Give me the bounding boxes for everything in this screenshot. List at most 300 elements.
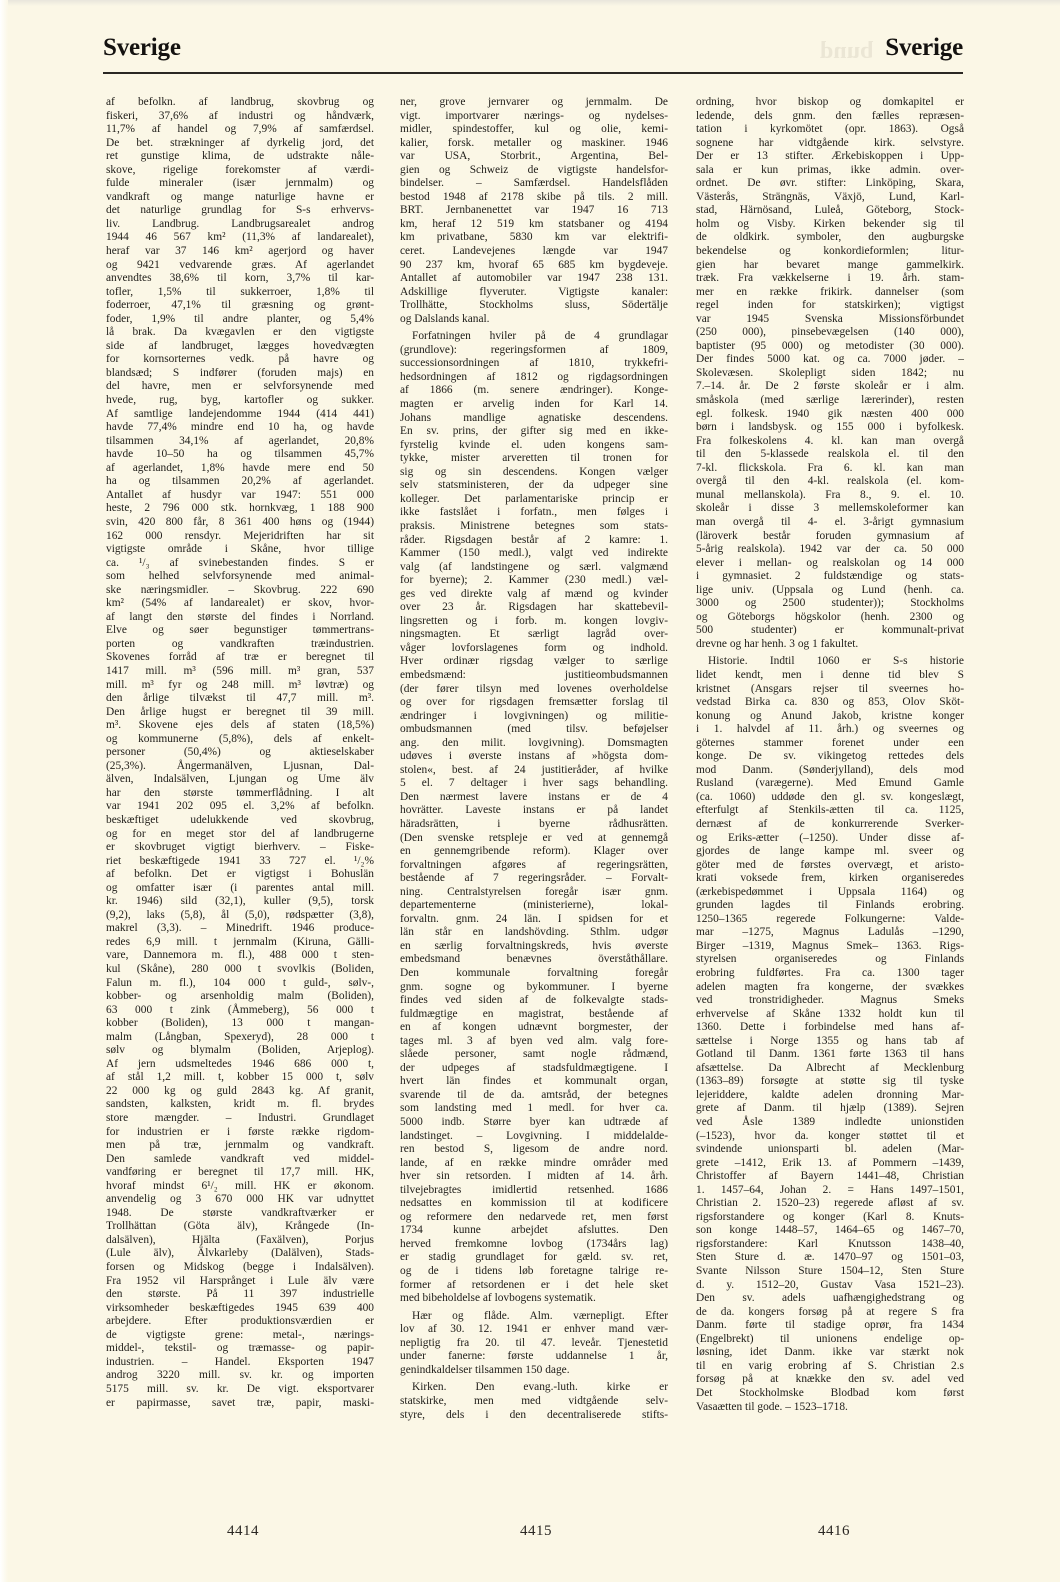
text-line: forsen og Midskog (begge i Indalsälven). [106,1261,374,1274]
text-line: Fra folkeskolens 4. kl. kan man overgå [696,434,964,447]
text-line: grunden lagdes til Finlands erobring. [696,899,964,912]
text-line: den største. På 11 397 industrielle [106,1288,374,1301]
text-line: og Eriks-ætter (–1250). Under disse af- [696,831,964,844]
text-line: androg 3220 mill. sv. kr. og importen [106,1369,374,1382]
text-line: (–1523), hvor da. konger støttet til et [696,1129,964,1142]
text-line: d. y. 1512–20, Gustav Vasa 1521–23). [696,1278,964,1291]
text-line: statskirke, men med vidtgående selv- [400,1394,668,1407]
text-line: har den største tømmerflådning. I alt [106,786,374,799]
text-line: forsøg på at knække den sv. adel ved [696,1373,964,1386]
text-line: Af jern udsmeltedes 1946 686 000 t, [106,1057,374,1070]
text-line: skoleår i disse 3 mellemskoleformer kan [696,502,964,515]
text-line: Sten Sture d. æ. 1470–97 og 1501–03, [696,1251,964,1264]
text-line: lingsretten og i forb. m. kongen lovgiv- [400,614,668,627]
text-line: for industrien er i første række rigdom- [106,1125,374,1138]
text-line: midler, spindestoffer, kul og olie, kemi- [400,123,668,136]
text-line: var USA, Storbrit., Argentina, Bel- [400,150,668,163]
text-line: tilvejebragtes imidlertid retsenhed. 1686 [400,1183,668,1196]
text-line: konung og Anund Jakob, kristne konger [696,709,964,722]
page-number-1: 4414 [227,1523,259,1539]
text-line: Skolevæsen. Skolepligt siden 1842; nu [696,366,964,379]
text-line: det naturlige grundlag for S-s erhvervs- [106,204,374,217]
text-line: herved fremkomne lovbog (1734års lag) [400,1237,668,1250]
text-line: ledende, dels gnm. den fælles repræsen- [696,109,964,122]
text-line: og for en meget stor del af landbrugerne [106,827,374,840]
text-line: havde 10–50 ha og tilsammen 45,7% [106,448,374,461]
text-line: rigsforstandere og konger (Karl 8. Knuts- [696,1210,964,1223]
text-line: älven, Indalsälven, Ljungan og Ume älv [106,773,374,786]
text-line: gjordes de lange kampe ml. sveer og [696,845,964,858]
text-line: var 1941 202 095 el. 3,2% af befolkn. [106,800,374,813]
text-line: 1. 1457–64, Johan 2. = Hans 1497–1501, [696,1183,964,1196]
text-line: Hver ordinær rigsdag vælger to særlige [400,655,668,668]
text-line: løsning, idet Danm. ikke var stærkt nok [696,1346,964,1359]
text-line: småskola (med særlige lærerinder), resten [696,394,964,407]
text-line: (Engelbrekt) til unionens endelige op- [696,1332,964,1345]
text-line: Af samtlige landejendomme 1944 (414 441) [106,407,374,420]
text-line: Hær og flåde. Alm. værnepligt. Efter [412,1309,668,1322]
text-line: nepligtig fra 20. til 47. leveår. Tjenestetid [400,1336,668,1349]
text-line: ombudsmannen (med tilsv. beføjelser [400,723,668,736]
text-line: mer en række frikirk. dannelser (som [696,285,964,298]
text-line: (9,2), laks (5,8), ål (5,0), rødspætter (3,8), [106,908,374,921]
text-line: træk. Fra vækkelserne i 19. årh. stam- [696,272,964,285]
text-line: del havre, men er selvforsynende med [106,380,374,393]
text-line: successionsordningen af 1810, trykkefri- [400,357,668,370]
text-line: blandsæd; S indfører (foruden majs) en [106,366,374,379]
text-line: ordning, hvor biskop og domkapitel er [696,96,964,108]
text-line: Den årlige hugst er beregnet til 39 mill. [106,705,374,718]
text-line: til en varig erobring af S. Christian 2.s [696,1359,964,1372]
text-line: magten er arvelig inden for Karl 14. [400,398,668,411]
text-line: göter med de førstes overvægt, et aristo- [696,858,964,871]
text-line: efterfulgt af Stenkils-ætten til ca. 1125, [696,804,964,817]
text-line: svin, 420 800 får, 8 361 400 høns og (1944) [106,515,374,528]
text-line: nedsattes en kommission til at kodificere [400,1197,668,1210]
text-line: en af kongen udnævnt borgmester, der [400,1021,668,1034]
text-line: Danm. førte til stadige oprør, fra 1434 [696,1319,964,1332]
text-line: (ca. 1060) uddøde den gl. sv. kongeslægt, [696,790,964,803]
text-line: kristnet (Ansgars rejser til sveernes ho- [696,682,964,695]
text-line: foderroer, 47,1% til græsning og grønt- [106,299,374,312]
text-line: ningsmagten. Et særligt lagråd over- [400,628,668,641]
text-line: (Lule älv), Älvkarleby (Dalälven), Stads- [106,1247,374,1260]
page-left-edge [0,0,8,1582]
text-line: konge. De sv. vikingetog rettedes dels [696,750,964,763]
text-line: kobber (Boliden), 13 000 t mangan- [106,1017,374,1030]
text-line: Antallet af husdyr var 1947: 551 000 [106,488,374,501]
text-line: foder, 1,9% til andre planter, og 5,4% [106,312,374,325]
page-number-2: 4415 [520,1523,552,1539]
text-line: sig og sin descendens. Kongen vælger [400,465,668,478]
text-line: km, heraf 12 519 km statsbaner og 4194 [400,217,668,230]
text-line: udøves i øverste instans af »högsta dom- [400,750,668,763]
text-line: ret gunstige klima, de udstrakte nåle- [106,150,374,163]
text-line: overgå til den 4-kl. realskola (el. kom- [696,475,964,488]
text-line: departementerne (ministerierne), lokal- [400,899,668,912]
text-line: fulde mineraler (især jernmalm) og [106,177,374,190]
text-line: personer (50,4%) og aktieselskaber [106,746,374,759]
text-line: redes 6,9 mill. t jernmalm (Kiruna, Gälli- [106,935,374,948]
text-line: der udpeges af stadsfuldmægtigene. I [400,1061,668,1074]
text-line: råder. Rigsdagen består af 2 kamre: 1. [400,533,668,546]
text-line: (Den svenske retspleje er ved at gennemgå [400,831,668,844]
text-line: grete –1412, Erik 13. af Pommern –1439, [696,1156,964,1169]
text-line: 162 000 rensdyr. Mejeridriften har sit [106,529,374,542]
text-line: Antallet af automobiler var 1947 238 131. [400,272,668,285]
text-line: tages ml. 3 af byen ved alm. valg fore- [400,1034,668,1047]
text-line: lov af 30. 12. 1941 er enhver mand vær- [400,1323,668,1336]
text-line: af 1866 (m. senere ændringer). Konge- [400,384,668,397]
text-line: og omfatter især (i parentes antal mill. [106,881,374,894]
text-line: son konge 1448–57, 1464–65 og 1467–70, [696,1224,964,1237]
text-line: 1250–1365 regerede Folkungerne: Valde- [696,912,964,925]
text-line: bekendelse og konkordieformlen; litur- [696,245,964,258]
text-line: sølv og blymalm (Boliden, Arjeplog). [106,1044,374,1057]
text-line: hver sin retsorden. I midten af 14. årh. [400,1170,668,1183]
text-line: embedsmand benævnes överståthållare. [400,953,668,966]
text-line: 1948. De største vandkraftværker er [106,1206,374,1219]
text-line: tofler, 1,5% til sukkerroer, 1,8% til [106,285,374,298]
text-line: hedsordningen af 1812 og rigdagsordningen [400,370,668,383]
text-line: findes ved siden af de folkevalgte stads- [400,994,668,1007]
text-line: ca. ¹/₃ af svinebestanden findes. S er [106,556,374,569]
text-line: rigsforstandere: Karl Knutsson 1438–40, [696,1237,964,1250]
text-line: 5-årig realskola). 1942 var der ca. 50 000 [696,543,964,556]
text-line: og over for rigsdagen fremsætter forslag til [400,696,668,709]
text-line: valg (af landstingene og særl. valgmænd [400,560,668,573]
text-line: Johans mandlige agnatiske descendens. [400,411,668,424]
text-line: arbejdere. Efter produktionsværdien er [106,1315,374,1328]
text-line: forvaltn. gnm. 24 län. I spidsen for et [400,912,668,925]
text-line: km² (54% af landarealet) er skov, hvor- [106,597,374,610]
text-line: hvede, rug, byg, kartofler og sukker. [106,394,374,407]
text-line: 5000 indb. Større byer kan udtræde af [400,1116,668,1129]
text-line: ceret. Landevejenes længde var 1947 [400,245,668,258]
text-line: og 9421 vedvarende græs. Af agerlandet [106,258,374,271]
text-line: og Dalslands kanal. [400,312,490,325]
text-line: hvert län findes et kommunalt organ, [400,1075,668,1088]
text-line: til den 5-klassede realskola el. til den [696,448,964,461]
text-line: Fra 1952 vil Harsprånget i Lule älv være [106,1274,374,1287]
text-line: Den kommunale forvaltning foregår [400,967,668,979]
text-line: embedsmænd: justitieombudsmannen [400,668,668,681]
text-line: 1944 46 567 km² (11,3% af landarealet), [106,231,374,244]
text-line: Kirken. Den evang.-luth. kirke er [412,1381,668,1394]
text-line: mar –1275, Magnus Ladulås –1290, [696,926,964,939]
page-top-edge [0,0,1060,6]
text-line: Trollhätte, Stockholms sluss, Södertälje [400,299,668,312]
text-line: bindelser. – Samfærdsel. Handelsflåden [400,177,668,190]
text-line: 5 el. 7 deltager i hver sags behandling. [400,777,668,790]
text-line: (der fører tilsyn med lovenes overholdelse [400,682,668,695]
text-line: heste, 2 796 000 stk. hornkvæg, 1 188 900 [106,502,374,515]
text-line: stad, Härnösand, Luleå, Göteborg, Stock- [696,204,964,217]
text-line: (grundlove): regeringsformen af 1809, [400,343,668,356]
text-line: munal mellanskola). Fra 8., 9. el. 10. [696,488,964,501]
text-line: 22 000 kg og guld 2843 kg. Af granit, [106,1084,374,1097]
text-line: og kommunerne (5,8%), dels af enkelt- [106,732,374,745]
text-line: heraf var 37 146 km² agerjord og haver [106,245,374,258]
text-line: børn i landsbysk. og 155 000 i byfolkesk. [696,421,964,434]
text-line: er papirmasse, savet træ, papir, maski- [106,1396,374,1409]
header-rule [103,72,963,74]
text-line: De bet. strækninger af dyrkelig jord, det [106,136,374,149]
text-line: Rusland (varægerne). Med Emund Gamle [696,777,964,790]
text-line: af agerlandet, 1,8% havde mere end 50 [106,461,374,474]
text-line: virksomheder beskæftigedes 1945 639 400 [106,1301,374,1314]
text-line: bestående af 7 regeringsråder. – Forvalt- [400,872,668,885]
text-line: og reformere den nedarvede ret, men først [400,1210,668,1223]
header-title-left: Sverige [103,34,181,61]
text-line: Den samlede vandkraft ved middel- [106,1152,374,1165]
text-column-3 [696,96,964,1414]
text-line: Historie. Indtil 1060 er S-s historie [708,655,964,668]
text-line: lige univ. (Uppsala og Lund (henh. ca. [696,583,964,596]
text-line: anvendelig og 3 670 000 HK var udnyttet [106,1193,374,1206]
text-line: ordnet. De øvr. stifter: Linköping, Skara, [696,177,964,190]
text-line: 7-kl. flickskola. Fra 6. kl. kan man [696,461,964,474]
text-line: hvoraf mindst 6¹/₂ mill. HK er økonom. [106,1179,374,1192]
text-line: ske næringsmidler. – Skovbrug. 222 690 [106,583,374,596]
text-line: fiskeri, 37,6% af industri og håndværk, [106,109,374,122]
text-line: Trollhättan (Göta älv), Krångede (In- [106,1220,374,1233]
text-line: men på træ, jernmalm og vandkraft. [106,1139,374,1152]
text-line: (ærkebispedømmet i Uppsala 1164) og [696,885,964,898]
text-line: Den sv. adels uafhængighedstrang og [696,1292,964,1305]
text-line: regel inden for statskirken); vigtigst [696,299,964,312]
text-line: malm (Långban, Spexeryd), 28 000 t [106,1030,374,1043]
text-line: adelen magten fra kongerne, der svækkes [696,980,964,993]
header-title-right: Sverige [885,34,963,61]
text-line: slåede personer, samt nogle rådmænd, [400,1048,668,1061]
text-line: Adskillige flyveruter. Vigtigste kanaler: [400,285,668,298]
text-line: (25,3%). Ångermanälven, Ljusnan, Dal- [106,759,374,772]
text-line: 1734 kunne arbejdet afsluttes. Den [400,1224,668,1237]
text-line: lejeriddere, kaldte adelen dronning Mar- [696,1088,964,1101]
text-line: 500 studenter) er kommunalt-privat [696,624,964,637]
text-line: baptister (95 000) og metodister (30 000). [696,339,964,352]
text-line: vigtigste område i Skåne, hvor tillige [106,543,374,556]
text-line: Västerås, Strängnäs, Växjö, Lund, Karl- [696,190,964,203]
text-line: lidet kendt, men i denne tid blev S [696,668,964,681]
text-line: og Göteborgs högskolor (henh. 2300 og [696,610,964,623]
text-line: vandføring er beregnet til 17,7 mill. HK, [106,1166,374,1179]
text-line: kobber- og arsenholdig malm (Boliden), [106,990,374,1003]
text-line: Det Stockholmske Blodbad kom først [696,1386,964,1399]
text-line: er stadig grundlaget for gæld. sv. ret, [400,1251,668,1264]
text-line: industrien. – Handel. Eksporten 1947 [106,1355,374,1368]
text-line: häradsrätten, i byerne rådhusrätten. [400,817,668,830]
text-line: beskæftiget udelukkende ved skovbrug, [106,813,374,826]
text-line: Christian 2. 1520–23) regerede afløst af sv. [696,1197,964,1210]
text-line: liv. Landbrug. Landbrugsarealet androg [106,217,374,230]
text-line: af befolkn. af landbrug, skovbrug og [106,96,374,108]
text-line: (250 000), pinsebevægelsen (140 000), [696,326,964,339]
text-line: Birger –1319, Magnus Smek– 1363. Rigs- [696,939,964,952]
text-line: (läroverk består foruden gymnasium af [696,529,964,542]
text-line: af stål 1,2 mill. t, kobber 15 000 t, sølv [106,1071,374,1084]
text-line: for byerne); 2. Kammer (230 medl.) væl- [400,574,668,587]
text-line: mod Danm. (Sønderjylland), dels mod [696,763,964,776]
text-line: lande, af en række mindre områder med [400,1156,668,1169]
text-line: side af landbruget, lægges hovedvægten [106,339,374,352]
text-line: Der er 13 stifter. Ærkebiskoppen i Upp- [696,150,964,163]
text-line: dernæst af de konkurrerende Sverker- [696,817,964,830]
text-line: vedstad Birka ca. 830 og 853, Olov Sköt- [696,696,964,709]
text-line: hovrätter. Laveste instans er på landet [400,804,668,817]
text-line: våger lovforslagenes form og indhold. [400,641,668,654]
text-line: en særlig forvaltningskreds, hvis øverste [400,939,668,952]
text-line: gien har bevaret mange gammelkirk. [696,258,964,271]
text-line: 90 237 km, hvoraf 65 685 km bygdeveje. [400,258,668,271]
text-line: vandkraft og mange naturlige havne er [106,190,374,203]
text-line: krati voksede frem, kirken organiseredes [696,872,964,885]
text-line: landstinget. – Lovgivning. I middelalde- [400,1129,668,1142]
text-line: riet beskæftigede 1941 33 727 el. ¹/₂% [106,854,374,867]
text-line: Der findes 5000 kat. og ca. 7000 jøder. – [696,353,964,366]
text-line: erhvervelse af Skåne 1332 holdt kun til [696,1007,964,1020]
text-line: den årlige tilvækst til 47,7 mill. m³. [106,692,374,705]
text-line: ning. Centralstyrelsen foregår især gnm. [400,885,668,898]
text-line: tation i kyrkomötet (opr. 1863). Også [696,123,964,136]
text-line: skove, rigelige forekomster af værdi- [106,163,374,176]
text-line: kul (Skåne), 280 000 t svovlkis (Boliden, [106,963,374,975]
text-line: sognene har vidtgående kirk. selvstyre. [696,136,964,149]
text-line: vare, Dannemora m. fl.), 488 000 t sten- [106,949,374,962]
text-line: sættelse i Norge 1355 og hans tab af [696,1034,964,1047]
text-line: ved tronstridigheder. Magnus Smeks [696,994,964,1007]
text-line: selv statsministeren, der da udpeger sine [400,479,668,492]
text-line: svarende til de da. amtsråd, der betegnes [400,1088,668,1101]
text-line: 1417 mill. m³ (596 mill. m³ gran, 537 [106,664,374,677]
text-line: ang. den milit. lovgivning). Domsmagten [400,736,668,749]
text-column-2 [400,96,668,1422]
text-line: praksis. Ministrene betegnes som stats- [400,519,668,532]
text-line: 3000 og 2500 studenter)); Stockholms [696,597,964,610]
text-line: Forfatningen hviler på de 4 grundlagar [412,330,668,343]
text-line: med bibeholdelse af lovbogens systematik. [400,1292,596,1305]
text-line: kr. 1946) sild (32,1), kuller (9,5), torsk [106,895,374,908]
text-line: store mængder. – Industri. Grundlaget [106,1112,374,1125]
text-line: er skovbruget vigtigt bierhverv. – Fiske- [106,841,374,854]
bleed-through-text: bund [820,38,874,64]
text-line: km privatbane, 5830 km var elektrifi- [400,231,668,244]
text-line: gien og Schweiz de vigtigste handelsfor- [400,163,668,176]
text-line: vigt. importvarer nærings- og nydelses- [400,109,668,122]
text-line: 5175 mill. sv. kr. De vigt. eksportvarer [106,1382,374,1395]
text-line: fyrstelig kvinde el. uden kongens sam- [400,438,668,451]
text-line: kolleger. Det parlamentariske princip er [400,492,668,505]
text-line: som helhed selvforsynende med animal- [106,570,374,583]
text-line: genindkaldelser tilsammen 150 dage. [400,1363,570,1376]
text-line: under fanerne: første uddannelse 1 år, [400,1350,668,1363]
text-line: makrel (3,3). – Minedrift. 1946 produce- [106,922,374,935]
text-line: man overgå til 4- el. 3-årigt gymnasium [696,515,964,528]
text-line: En sv. prins, der gifter sig med en ikke- [400,425,668,438]
text-line: porten og vandkraften træindustrien. [106,637,374,650]
text-line: de vigtigste grene: metal-, nærings- [106,1328,374,1341]
text-column-1 [106,96,374,1410]
running-header [103,34,963,74]
text-line: stolen«, best. af 24 justitieråder, af hvilke [400,763,668,776]
text-line: for kornsorternes vedk. på havre og [106,353,374,366]
text-line: egl. folkesk. 1940 gik næsten 400 000 [696,407,964,420]
text-line: göternes stammer forenet under een [696,736,964,749]
text-line: lå brak. Da kvægavlen er den vigtigste [106,326,374,339]
text-line: elever i mellan- og realskolan og 14 000 [696,556,964,569]
text-line: de da. kongers forsøg på at regere S fra [696,1305,964,1318]
text-line: Kammer (150 medl.), valgt ved indirekte [400,547,668,560]
text-line: 7.–14. år. De 2 første skoleår er i alm. [696,380,964,393]
text-line: (1363–89) forsøgte at støtte sig til tyske [696,1075,964,1088]
text-line: som landsting med 1 medl. for hver ca. [400,1102,668,1115]
text-line: af langt den største del findes i Norrland. [106,610,374,623]
text-line: i gymnasiet. 2 fuldstændige og stats- [696,570,964,583]
text-line: og de i tidens løb foretagne talrige re- [400,1265,668,1278]
text-line: tykke, mister arveretten til tronen for [400,452,668,465]
text-line: kalier, forsk. metaller og maskiner. 1946 [400,136,668,149]
text-line: gnm. sogne og bykommuner. I byerne [400,980,668,993]
text-line: Svante Nilsson Sture 1504–12, Sten Sture [696,1265,964,1278]
text-line: forvaltningen afgøres af regeringsrätten, [400,858,668,871]
text-line: sala er kun primas, ikke admin. over- [696,163,964,176]
text-line: 11,7% af handel og 7,9% af samfærdsel. [106,123,374,136]
text-line: fuldmægtige en magistrat, bestående af [400,1007,668,1020]
text-line: i 1. halvdel af 11. årh.) og sveernes og [696,723,964,736]
text-line: mill. m³ fyr og 248 mill. m³ løvtræ) og [106,678,374,691]
text-line: holm og Visby. Kirken bekender sig til [696,217,964,230]
text-line: m³. Skovene ejes dels af staten (18,5%) [106,719,374,732]
page-number-3: 4416 [818,1523,850,1539]
text-line: en gennemgribende reform). Klager over [400,845,668,858]
text-line: ikke fastslået i forfatn., men følges i [400,506,668,519]
text-line: af befolkn. Det er vigtigst i Bohuslän [106,868,374,881]
text-line: Vasaætten til gode. – 1523–1718. [696,1400,848,1413]
text-line: Den nærmest lavere instans er de 4 [400,790,668,803]
text-line: bestod 1948 af 2178 skibe på tils. 2 mill. [400,190,668,203]
text-line: Skovenes forråd af træ er beregnet til [106,651,374,664]
text-line: ges ved direkte valg af mænd og kvinder [400,587,668,600]
text-line: former af retsordenen er i det hele sket [400,1278,668,1291]
text-line: ved Åsle 1389 indledte unionstiden [696,1116,964,1129]
text-line: ha og tilsammen 20,2% af agerlandet. [106,475,374,488]
text-line: län står en landshövding. Sthlm. udgør [400,926,668,939]
text-line: afsættelse. Da Albrecht af Mecklenburg [696,1061,964,1074]
text-line: Elve og søer begunstiger tømmertrans- [106,624,374,637]
text-line: BRT. Jernbanenettet var 1947 16 713 [400,204,668,217]
text-line: havde 77,4% mindre end 10 ha, og havde [106,421,374,434]
text-line: anvendtes 38,6% til korn, 3,7% til kar- [106,272,374,285]
text-line: Christoffer af Bayern 1441–48, Christian [696,1170,964,1183]
text-line: tilsammen 34,1% af agerlandet, 20,8% [106,434,374,447]
text-line: styrelsen organiseredes og Finlands [696,953,964,966]
text-line: dalsälven), Hjälta (Faxälven), Porjus [106,1233,374,1246]
text-line: ner, grove jernvarer og jernmalm. De [400,96,668,108]
text-line: Gotland til Danm. 1361 førte 1363 til hans [696,1048,964,1061]
text-line: 63 000 t zink (Åmmeberg), 56 000 t [106,1003,374,1016]
text-line: Falun m. fl.), 104 000 t guld-, sølv-, [106,976,374,989]
text-line: var 1945 Svenska Missionsförbundet [696,312,964,325]
text-line: middel-, tekstil- og træmasse- og papir- [106,1342,374,1355]
text-line: de oldkirk. symboler, den augburgske [696,231,964,244]
text-line: erobring fuldførtes. Fra ca. 1300 tager [696,967,964,979]
text-line: sandsten, kalksten, kridt m. fl. brydes [106,1098,374,1111]
text-line: drevne og har henh. 3 og 1 fakultet. [696,637,859,650]
text-line: styre, dels i den decentraliserede stifts- [400,1408,668,1421]
text-line: ændringer i lovgivningen) og militie- [400,709,668,722]
text-line: 1360. Dette i forbindelse med hans af- [696,1021,964,1034]
